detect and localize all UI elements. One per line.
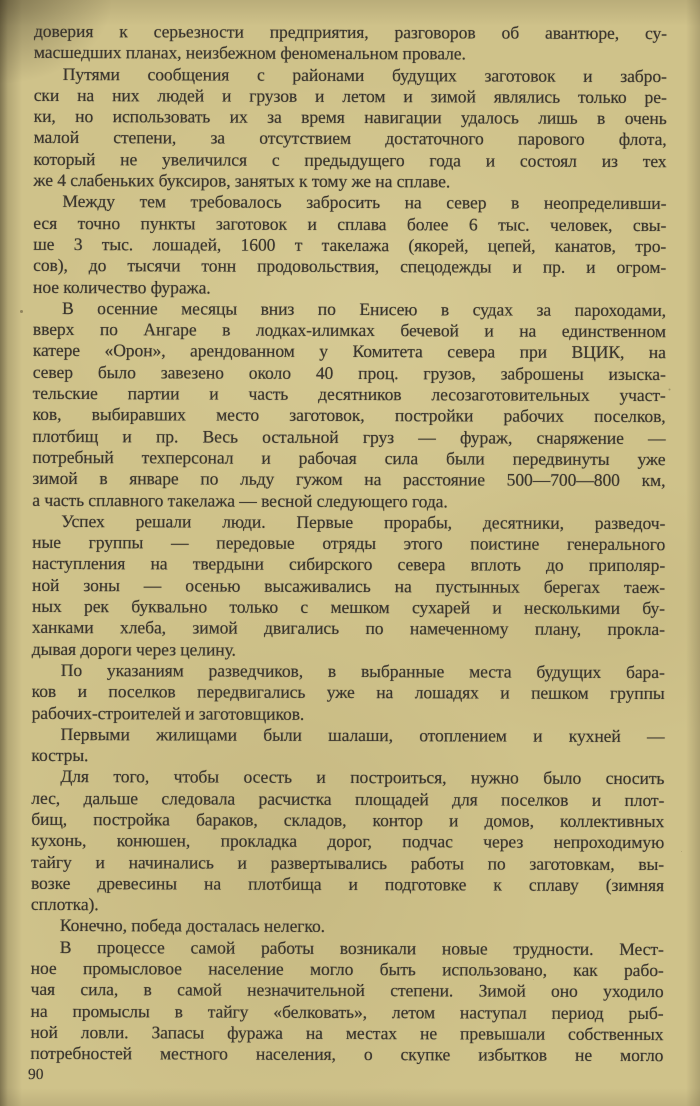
text-line: еся точно пункты заготовок и сплава более 6 тыс. человек, свы- [33, 212, 667, 235]
text-line: Успех решали люди. Первые прорабы, десятники, разведоч- [61, 510, 666, 533]
text-line: В осенние месяцы вниз по Енисею в судах за пароходами, [61, 297, 667, 320]
text-line: который не увеличился с предыдущего года и состоял из тех [33, 148, 667, 171]
text-line: потребностей местного населения, о скупке избытков не могло [30, 1043, 664, 1066]
text-line: катере «Орон», арендованном у Комитета севера при ВЦИК, на [32, 340, 666, 363]
text-line: костры. [31, 744, 89, 766]
text-line: Первыми жилищами были шалаши, отоплением и кухней — [60, 723, 665, 746]
text-line: тельские партии и часть десятников лесозаготовительных участ- [32, 382, 666, 406]
text-line: кухонь, конюшен, прокладка дорог, подчас через непроходимую [31, 830, 665, 853]
text-line: же 4 слабеньких буксиров, занятых к тому же на сплаве. [33, 169, 451, 192]
text-line: малой степени, за отсутствием достаточного парового флота, [33, 127, 667, 150]
text-line: ное количество фуража. [33, 276, 211, 298]
text-line: ки, но использовать их за время навигации удалось лишь в очень [33, 106, 667, 129]
text-line: ханками хлеба, зимой двигались по намеченному плану, прокла- [31, 617, 665, 640]
text-line: В процессе самой работы возникали новые трудности. Мест- [59, 936, 664, 959]
text-line: плотбищ и пр. Весь остальной груз — фураж, снаряжение — [32, 425, 666, 448]
text-line: ной зоны — осенью высаживались на пустынных берегах таеж- [31, 574, 666, 597]
text-line: Между тем требовалось забросить на север в неопределивши- [62, 191, 667, 214]
text-line: бищ, постройка бараков, складов, контор и домов, коллективных [31, 808, 665, 832]
text-line: сплотка). [30, 894, 99, 915]
text-line: Путями сообщения с районами будущих заготовок и забро- [62, 63, 667, 86]
text-line: Конечно, победа досталась нелегко. [59, 915, 326, 937]
text-line: ное промысловое население могло быть использовано, как рабо- [30, 957, 664, 981]
text-line: вверх по Ангаре в лодках-илимках бечевой и на единственном [32, 319, 666, 342]
text-line: сов), до тысячи тонн продовольствия, спецодежды и пр. и огром- [33, 255, 667, 278]
text-line: ных рек буквально только с мешком сухарей и несколькими бу- [31, 595, 665, 619]
text-line: ков и поселков передвигались уже на лошадях и пешком группы [31, 681, 665, 704]
text-line: чая сила, в самой незначительной степени. Зимой оно уходило [30, 979, 664, 1002]
text-line: тайгу и начинались и развертывались работы по заготовкам, вы- [31, 851, 665, 874]
text-line: Для того, чтобы осесть и построиться, нужно было сносить [60, 766, 665, 789]
text-line: доверия к серьезности предприятия, разговоров об авантюре, су- [33, 20, 667, 44]
text-line: наступления на твердыни сибирского севера вплоть до приполяр- [32, 553, 666, 576]
page-text [30, 21, 667, 1067]
text-line: По указаниям разведчиков, в выбранные места будущих бара- [60, 659, 665, 683]
text-line: ски на них людей и грузов и летом и зимой являлись только ре- [33, 84, 667, 107]
text-line: зимой в январе по льду гужом на расстояние 500—700—800 км, [32, 468, 666, 491]
text-line: масшедших планах, неизбежном феноменальном провале. [33, 42, 466, 64]
text-line: лес, дальше следовала расчистка площадей для поселков и плот- [31, 787, 665, 810]
text-line: ной ловли. Запасы фуража на местах не превышали собственных [30, 1021, 664, 1045]
text-line: ше 3 тыс. лошадей, 1600 т такелажа (якорей, цепей, канатов, тро- [33, 233, 667, 257]
text-line: а часть сплавного такелажа — весной следующего года. [32, 489, 448, 511]
page-number: 90 [27, 1065, 44, 1084]
text-line: дывая дороги через целину. [31, 638, 236, 660]
paper-speck [20, 310, 23, 313]
text-line: на промыслы в тайгу «белковать», летом наступал период рыб- [30, 1000, 664, 1023]
text-line: возке древесины на плотбища и подготовке к сплаву (зимняя [30, 872, 665, 895]
text-line: потребный техперсонал и рабочая сила были передвинуты уже [32, 446, 666, 470]
text-line: рабочих-строителей и заготовщиков. [31, 702, 305, 724]
text-line: ные группы — передовые отряды этого поистине генерального [32, 532, 666, 555]
text-line: север было завезено около 40 проц. грузов, заброшены изыска- [32, 361, 666, 384]
text-line: ков, выбиравших место заготовок, постройки рабочих поселков, [32, 404, 666, 427]
